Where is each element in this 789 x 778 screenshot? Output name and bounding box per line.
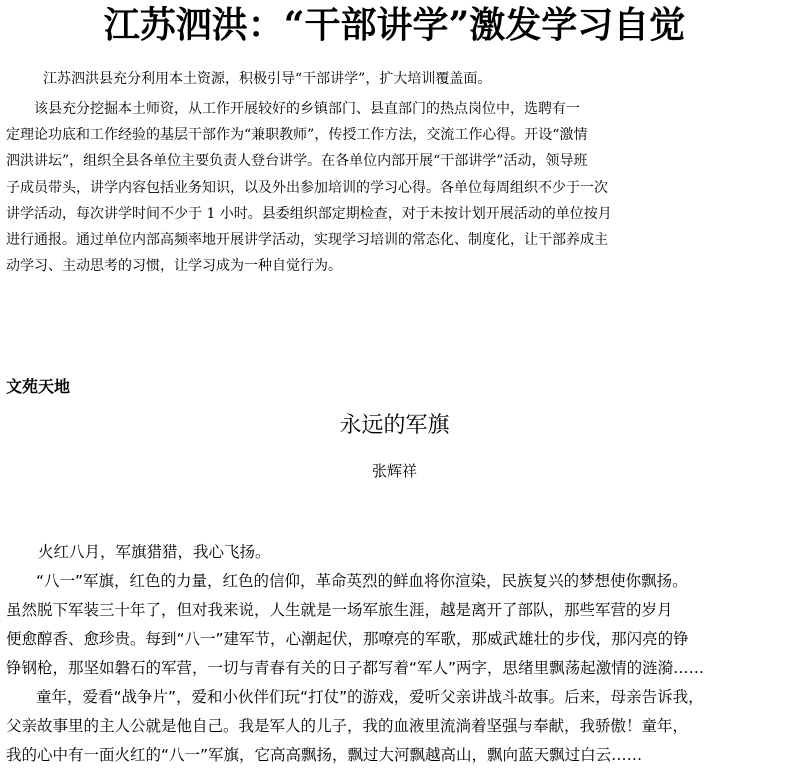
article-line: 子成员带头，讲学内容包括业务知识，以及外出参加培训的学习心得。各单位每周组织不少于一次 <box>6 179 608 196</box>
essay-line: “八一”军旗，红色的力量，红色的信仰，革命英烈的鲜血将你渲染，民族复兴的梦想使你飘扬。 <box>36 572 688 590</box>
article-line: 进行通报。通过单位内部高频率地开展讲学活动，实现学习培训的常态化、制度化，让干部养成主 <box>6 232 608 249</box>
essay-line: 便愈醇香、愈珍贵。每到“八一”建军节，心潮起伏，那嘹亮的军歌，那威武雄壮的步伐，那闪亮的铮 <box>6 630 689 648</box>
essay-line: 铮钢枪，那坚如磐石的军营，一切与青春有关的日子都写着“军人”两字，思绪里飘荡起激情的涟漪…… <box>6 659 705 677</box>
essay-line: 父亲故事里的主人公就是他自己。我是军人的儿子，我的血液里流淌着坚强与奉献，我骄傲！童年， <box>6 717 689 735</box>
essay-line: 童年，爱看“战争片”，爱和小伙伴们玩“打仗”的游戏，爱听父亲讲战斗故事。后来，母亲告诉我， <box>36 688 704 706</box>
section-label: 文苑天地 <box>6 377 71 396</box>
essay-line: 我的心中有一面火红的“八一”军旗，它高高飘扬，飘过大河飘越高山，飘向蓝天飘过白云…… <box>6 746 643 764</box>
poem-author: 张辉祥 <box>371 462 417 480</box>
essay-body <box>6 538 784 770</box>
essay-line: 虽然脱下军装三十年了，但对我来说，人生就是一场军旅生涯，越是离开了部队，那些军营的岁月 <box>6 601 673 619</box>
article-line: 动学习、主动思考的习惯，让学习成为一种自觉行为。 <box>6 258 342 275</box>
headline: 江苏泗洪：“干部讲学”激发学习自觉 <box>103 4 686 46</box>
article-line: 泗洪讲坛”，组织全县各单位主要负责人登台讲学。在各单位内部开展“干部讲学”活动，领导班 <box>6 153 588 170</box>
article-line: 定理论功底和工作经验的基层干部作为“兼职教师”，传授工作方法，交流工作心得。开设“激情 <box>6 127 588 144</box>
essay-line: 火红八月，军旗猎猎，我心飞扬。 <box>38 543 271 561</box>
intro-paragraph: 江苏泗洪县充分利用本土资源，积极引导“干部讲学”，扩大培训覆盖面。 <box>43 71 492 87</box>
poem-title: 永远的军旗 <box>339 413 450 438</box>
article-line: 该县充分挖掘本土师资，从工作开展较好的乡镇部门、县直部门的热点岗位中，选聘有一 <box>6 101 580 117</box>
article-body <box>6 96 784 279</box>
article-line: 讲学活动，每次讲学时间不少于 1 小时。县委组织部定期检查，对于未按计划开展活动的单位按月 <box>6 205 612 222</box>
